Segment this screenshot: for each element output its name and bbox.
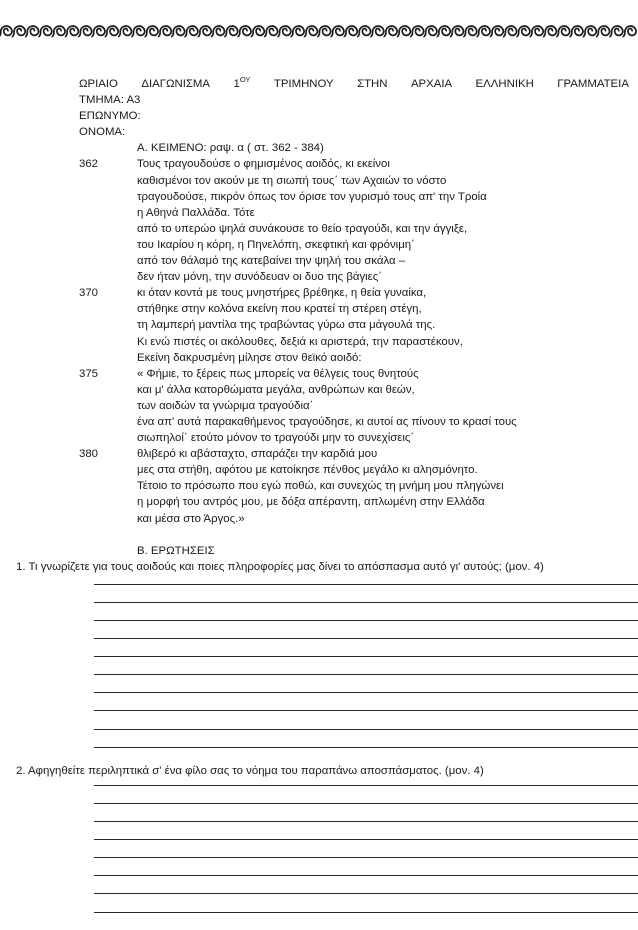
line-number: [79, 414, 137, 430]
line-text: καθισμένοι τον ακούν με τη σιωπή τους΄ των Αχαιών το νόστο: [137, 174, 447, 187]
poem-line: [79, 221, 629, 237]
answer-line[interactable]: [94, 803, 638, 804]
answer-line[interactable]: [94, 747, 638, 748]
poem-line: [79, 478, 629, 494]
spiral-motif: [198, 26, 212, 37]
spiral-motif: [144, 26, 158, 37]
spiral-motif: [264, 26, 278, 37]
answer-line[interactable]: [94, 674, 638, 675]
poem-line: [79, 511, 629, 527]
line-number: [79, 350, 137, 366]
answer-lines-q2[interactable]: [94, 785, 638, 913]
answer-line[interactable]: [94, 839, 638, 840]
spiral-motif: [237, 26, 251, 37]
spiral-motif: [38, 26, 52, 37]
spiral-motif: [344, 26, 358, 37]
line-number: [79, 301, 137, 317]
poem-line: [79, 205, 629, 221]
poem-line: [79, 173, 629, 189]
answer-line[interactable]: [94, 857, 638, 858]
surname-field[interactable]: ΕΠΩΝΥΜΟ:: [79, 110, 141, 123]
line-number: [79, 221, 137, 237]
spiral-motif: [118, 26, 132, 37]
spiral-motif: [410, 26, 424, 37]
line-number: [79, 205, 137, 221]
line-text: στήθηκε στην κολόνα εκείνη που κρατεί τη στέρεη στέγη,: [137, 303, 422, 316]
line-text: Εκείνη δακρυσμένη μίλησε στον θεϊκό αοιδό:: [137, 351, 362, 364]
line-number: [79, 334, 137, 350]
poem-line: [79, 350, 629, 366]
line-number: [79, 398, 137, 414]
title-word: ΤΡΙΜΗΝΟΥ: [273, 78, 334, 90]
poem-line: [79, 446, 629, 462]
poem-line: [79, 334, 629, 350]
decorative-spiral-border: [0, 20, 638, 42]
spiral-motif: [583, 26, 597, 37]
line-text: Κι ενώ πιστές οι ακόλουθες, δεξιά κι αριστερά, την παραστέκουν,: [137, 335, 463, 348]
line-number: [79, 317, 137, 333]
spiral-motif: [463, 26, 477, 37]
poem-line: [79, 494, 629, 510]
spiral-motif: [530, 26, 544, 37]
line-text: από το υπερώο ψηλά συνάκουσε το θείο τραγούδι, και την άγγιξε,: [137, 222, 468, 235]
line-number: [79, 430, 137, 446]
title-word: ΩΡΙΑΙΟ: [79, 78, 118, 90]
line-number: 380: [79, 448, 99, 461]
poem-line: [79, 398, 629, 414]
spiral-motif: [437, 26, 451, 37]
section-b-title: Β. ΕΡΩΤΗΣΕΙΣ: [137, 544, 215, 557]
spiral-motif: [503, 26, 517, 37]
line-text: η Αθηνά Παλλάδα. Τότε: [137, 206, 255, 219]
line-text: Τους τραγουδούσε ο φημισμένος αοιδός, κι εκείνοι: [137, 158, 390, 171]
poem-line: [79, 237, 629, 253]
answer-line[interactable]: [94, 893, 638, 894]
spiral-motif: [516, 26, 530, 37]
spiral-motif: [12, 26, 26, 37]
spiral-motif: [384, 26, 398, 37]
line-number: [79, 478, 137, 494]
spiral-motif: [211, 26, 225, 37]
poem-text: [79, 156, 629, 526]
title-word: ΣΤΗΝ: [357, 78, 388, 90]
line-number: [79, 173, 137, 189]
line-text: η μορφή του αντρός μου, με δόξα απέραντη, απλωμένη στην Ελλάδα: [137, 496, 485, 509]
spiral-motif: [91, 26, 105, 37]
spiral-motif: [291, 26, 305, 37]
spiral-motif: [476, 26, 490, 37]
spiral-motif: [357, 26, 371, 37]
spiral-motif: [330, 26, 344, 37]
title-word: ΓΡΑΜΜΑΤΕΙΑ: [557, 78, 629, 90]
spiral-motif: [450, 26, 464, 37]
poem-line: [79, 156, 629, 172]
spiral-motif: [596, 26, 610, 37]
spiral-motif: [556, 26, 570, 37]
line-number: [79, 269, 137, 285]
poem-line: [79, 317, 629, 333]
poem-line: [79, 285, 629, 301]
answer-line[interactable]: [94, 620, 638, 621]
answer-line[interactable]: [94, 692, 638, 693]
answer-line[interactable]: [94, 656, 638, 657]
line-number: [79, 382, 137, 398]
section-a-title-row: [79, 140, 629, 156]
exam-sheet: [16, 75, 629, 930]
spiral-motif: [623, 26, 637, 37]
spiral-motif: [569, 26, 583, 37]
answer-line[interactable]: [94, 785, 638, 786]
answer-line[interactable]: [94, 602, 638, 603]
spiral-motif: [0, 26, 12, 37]
line-text: κι όταν κοντά με τους μνηστήρες βρέθηκε, η θεία γυναίκα,: [137, 287, 427, 300]
line-text: σιωπηλοί΄ ετούτο μόνον το τραγούδι μην το συνεχίσεις΄: [137, 432, 415, 445]
line-text: και μέσα στο Άργος.»: [137, 512, 245, 525]
line-text: τραγουδούσε, πικρόν όπως τον όρισε τον γυρισμό τους απ' την Τροία: [137, 190, 487, 203]
line-number: 375: [79, 367, 99, 380]
title-word: ΕΛΛΗΝΙΚΗ: [475, 78, 534, 90]
spiral-motif: [158, 26, 172, 37]
answer-line[interactable]: [94, 729, 638, 730]
spiral-motif: [224, 26, 238, 37]
line-text: Τέτοιο το πρόσωπο που εγώ ποθώ, και συνεχώς τη μνήμη μου πληγώνει: [137, 480, 504, 493]
spiral-motif: [304, 26, 318, 37]
spiral-motif: [317, 26, 331, 37]
line-text: δεν ήταν μόνη, την συνόδευαν οι δυο της βάγιες΄: [137, 271, 383, 284]
line-text: του Ικαρίου η κόρη, η Πηνελόπη, σκεφτική και φρόνιμη΄: [137, 238, 415, 251]
class-label: ΤΜΗΜΑ: Α3: [79, 94, 141, 107]
line-text: ένα απ' αυτά παρακαθήμενος τραγούδησε, κι αυτοί ας πίνουν το κρασί τους: [137, 415, 517, 428]
spiral-border-pattern: [0, 20, 638, 42]
spiral-motif: [25, 26, 39, 37]
spiral-motif: [65, 26, 79, 37]
spiral-motif: [609, 26, 623, 37]
line-number: 370: [79, 287, 99, 300]
title-word: ΔΙΑΓΩΝΙΣΜΑ: [141, 78, 211, 90]
spiral-motif: [131, 26, 145, 37]
title-word: ΑΡΧΑΙΑ: [410, 78, 453, 90]
title-word: $1^{O\Upsilon}$: [233, 75, 251, 90]
line-text: θλιβερό κι αβάσταχτο, σπαράζει την καρδιά μου: [137, 448, 378, 461]
spiral-motif: [397, 26, 411, 37]
spiral-motif: [490, 26, 504, 37]
answer-line[interactable]: [94, 821, 638, 822]
line-text: και μ' άλλα κατορθώματα μεγάλα, ανθρώπων και θεών,: [137, 383, 415, 396]
question-2: 2. Αφηγηθείτε περιληπτικά σ' ένα φίλο σας το νόημα του παραπάνω αποσπάσματος. (μον. 4): [16, 764, 484, 777]
answer-line[interactable]: [94, 710, 638, 711]
spiral-motif: [52, 26, 66, 37]
spiral-motif: [105, 26, 119, 37]
answer-line[interactable]: [94, 584, 638, 585]
section-b-title-row: [79, 543, 629, 559]
poem-line: [79, 189, 629, 205]
name-field[interactable]: ΟΝΟΜΑ:: [79, 126, 126, 139]
line-number: [79, 189, 137, 205]
line-text: από τον θάλαμό της κατεβαίνει την ψηλή του σκάλα –: [137, 255, 406, 268]
line-number: 362: [79, 158, 99, 171]
line-text: των αοιδών τα γνώριμα τραγούδια΄: [137, 399, 314, 412]
poem-line: [79, 366, 629, 382]
poem-line: [79, 253, 629, 269]
spiral-motif: [543, 26, 557, 37]
line-text: « Φήμιε, το ξέρεις πως μπορείς να θέλγεις τους θνητούς: [137, 367, 419, 380]
line-number: [79, 237, 137, 253]
exam-title: [79, 76, 629, 92]
line-number: [79, 511, 137, 527]
spiral-motif: [370, 26, 384, 37]
question-1: 1. Τι γνωρίζετε για τους αοιδούς και ποιες πληροφορίες μας δίνει το απόσπασμα αυτό γι' αυτούς; (μον. 4): [16, 560, 544, 573]
answer-line[interactable]: [94, 638, 638, 639]
line-number: [79, 253, 137, 269]
poem-line: [79, 414, 629, 430]
spiral-motif: [277, 26, 291, 37]
spiral-motif: [423, 26, 437, 37]
section-a-title: Α. ΚΕΙΜΕΝΟ: ραψ. α ( στ. 362 - 384): [137, 142, 324, 155]
spiral-motif: [184, 26, 198, 37]
line-text: τη λαμπερή μαντίλα της τραβώντας γύρω στα μάγουλά της.: [137, 319, 436, 332]
answer-line[interactable]: [94, 912, 638, 913]
line-number: [79, 462, 137, 478]
spiral-motif: [78, 26, 92, 37]
poem-line: [79, 462, 629, 478]
poem-line: [79, 382, 629, 398]
spiral-motif: [171, 26, 185, 37]
spiral-motif: [251, 26, 265, 37]
poem-line: [79, 269, 629, 285]
line-text: μες στα στήθη, αφότου με κατοίκησε πένθος μεγάλο κι αλησμόνητο.: [137, 464, 478, 477]
line-number: [79, 494, 137, 510]
poem-line: [79, 301, 629, 317]
answer-line[interactable]: [94, 875, 638, 876]
answer-lines-q1[interactable]: [94, 584, 638, 748]
poem-line: [79, 430, 629, 446]
